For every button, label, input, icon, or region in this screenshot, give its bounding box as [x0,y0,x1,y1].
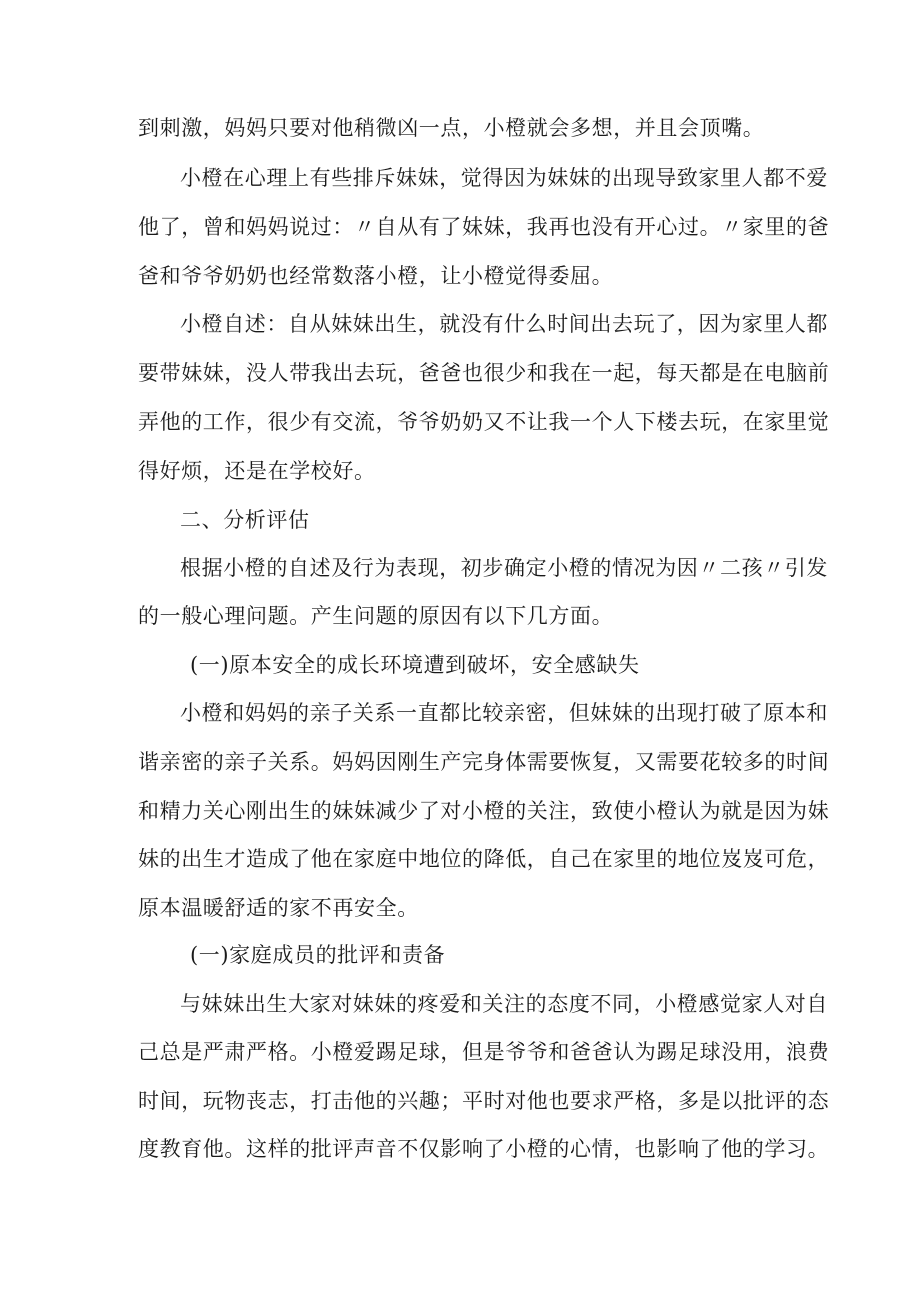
paragraph-line: 爸和爷爷奶奶也经常数落小橙，让小橙觉得委屈。 [138,264,614,288]
paragraph-line: 根据小橙的自述及行为表现，初步确定小橙的情况为因〃二孩〃引发 [180,556,828,580]
paragraph-line: 原本温暖舒适的家不再安全。 [138,896,419,920]
paragraph-line: 要带妹妹，没人带我出去玩，爸爸也很少和我在一起，每天都是在电脑前 [138,361,830,385]
paragraph-line: 弄他的工作，很少有交流，爷爷奶奶又不让我一个人下楼去玩，在家里觉 [138,410,830,434]
paragraph-line: 己总是严肃严格。小橙爱踢足球，但是爷爷和爸爸认为踢足球没用，浪费 [138,1040,830,1064]
subsection-heading: (一)原本安全的成长环境遭到破坏，安全感缺失 [190,653,640,677]
paragraph-line: 妹的出生才造成了他在家庭中地位的降低，自己在家里的地位岌岌可危， [138,847,830,871]
paragraph-line: 的一般心理问题。产生问题的原因有以下几方面。 [138,604,614,628]
paragraph-line: 与妹妹出生大家对妹妹的疼爱和关注的态度不同，小橙感觉家人对自 [180,992,828,1016]
paragraph-line: 谐亲密的亲子关系。妈妈因刚生产完身体需要恢复，又需要花较多的时间 [138,750,830,774]
paragraph-line: 得好烦，还是在学校好。 [138,459,376,483]
section-heading: 二、分析评估 [180,508,310,532]
paragraph-line: 小橙在心理上有些排斥妹妹，觉得因为妹妹的出现导致家里人都不爱 [180,166,828,190]
paragraph-line: 小橙自述：自从妹妹出生，就没有什么时间出去玩了，因为家里人都 [180,312,828,336]
paragraph-line: 时间，玩物丧志，打击他的兴趣；平时对他也要求严格，多是以批评的态 [138,1089,830,1113]
paragraph-line: 他了，曾和妈妈说过：〃自从有了妹妹，我再也没有开心过。〃家里的爸 [138,215,830,239]
paragraph-line: 度教育他。这样的批评声音不仅影响了小橙的心情，也影响了他的学习。 [138,1137,830,1161]
paragraph-line: 和精力关心刚出生的妹妹减少了对小橙的关注，致使小橙认为就是因为妹 [138,799,830,823]
subsection-heading: (一)家庭成员的批评和责备 [190,943,446,967]
paragraph-line: 小橙和妈妈的亲子关系一直都比较亲密，但妹妹的出现打破了原本和 [180,701,828,725]
paragraph-line: 到刺激，妈妈只要对他稍微凶一点，小橙就会多想，并且会顶嘴。 [138,116,765,140]
